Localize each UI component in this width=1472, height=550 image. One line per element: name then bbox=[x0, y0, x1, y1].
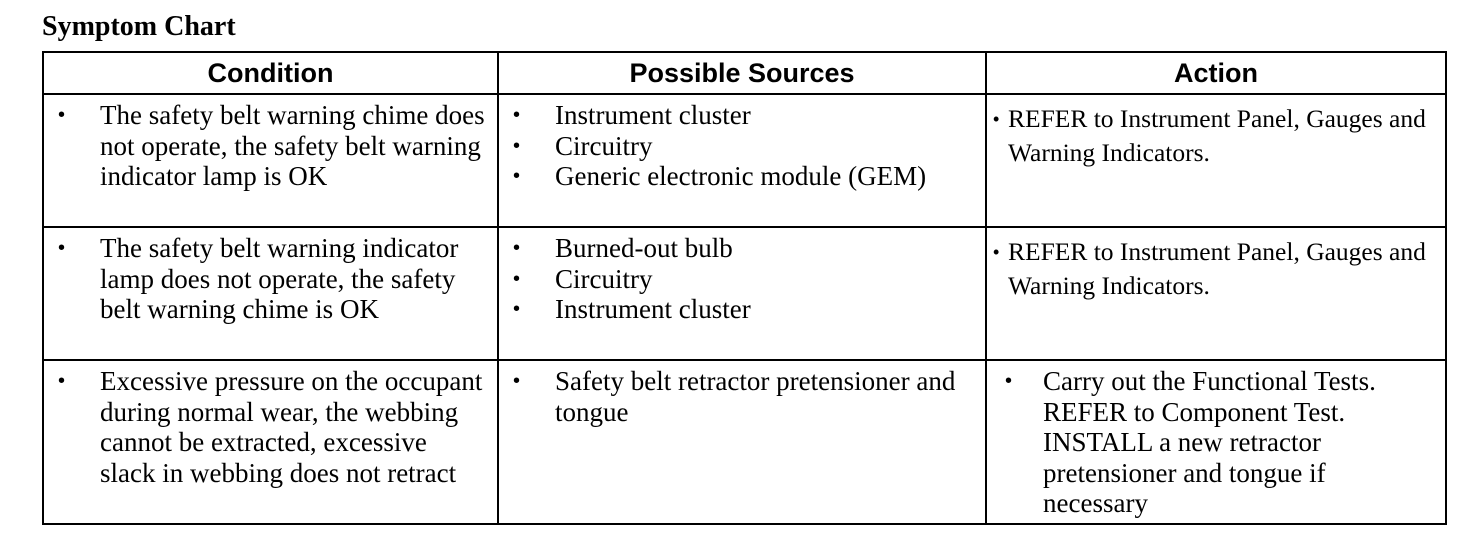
table-header-row bbox=[43, 52, 1446, 94]
source-text: Burned-out bulb bbox=[555, 233, 733, 263]
source-item bbox=[499, 294, 973, 325]
source-text: Instrument cluster bbox=[555, 100, 751, 130]
table-row bbox=[43, 360, 1446, 524]
sources-cell bbox=[498, 227, 986, 360]
action-item bbox=[987, 366, 1433, 519]
action-cell bbox=[986, 94, 1446, 227]
bullet-icon: • bbox=[513, 104, 521, 126]
condition-text: The safety belt warning chime does not operate, the safety belt warning indicator lamp is OK bbox=[100, 100, 485, 191]
bullet-icon: • bbox=[513, 134, 521, 157]
condition-cell bbox=[43, 360, 498, 524]
bullet-icon: • bbox=[993, 109, 1000, 129]
bullet-icon: • bbox=[58, 370, 66, 392]
action-item bbox=[987, 95, 1445, 170]
action-cell bbox=[986, 360, 1446, 524]
action-text: Carry out the Functional Tests. REFER to Component Test. INSTALL a new retractor pretensioner and tongue if necessary bbox=[1043, 366, 1376, 518]
source-item bbox=[499, 264, 973, 295]
condition-cell bbox=[43, 94, 498, 227]
header-possible-sources: Possible Sources bbox=[498, 52, 986, 94]
action-text: REFER to Instrument Panel, Gauges and Warning Indicators. bbox=[1008, 237, 1426, 300]
bullet-icon: • bbox=[513, 165, 521, 187]
page-title: Symptom Chart bbox=[42, 11, 236, 42]
action-item bbox=[987, 228, 1445, 303]
table-row bbox=[43, 94, 1446, 227]
source-item bbox=[499, 161, 973, 192]
header-condition: Condition bbox=[43, 52, 498, 94]
condition-text: Excessive pressure on the occupant during normal wear, the webbing cannot be extracted, excessive slack in webbing does not retract bbox=[100, 366, 483, 488]
condition-item bbox=[44, 366, 485, 488]
table-row bbox=[43, 227, 1446, 360]
source-text: Generic electronic module (GEM) bbox=[555, 161, 927, 191]
bullet-icon: • bbox=[58, 104, 66, 126]
source-item bbox=[499, 366, 973, 427]
action-cell bbox=[986, 227, 1446, 360]
condition-item bbox=[44, 233, 485, 325]
symptom-table bbox=[42, 51, 1447, 525]
source-item bbox=[499, 131, 973, 162]
sources-cell bbox=[498, 94, 986, 227]
source-item bbox=[499, 100, 973, 131]
source-text: Circuitry bbox=[555, 130, 653, 161]
source-text: Circuitry bbox=[555, 263, 653, 294]
bullet-icon: • bbox=[1005, 370, 1013, 392]
sources-cell bbox=[498, 360, 986, 524]
bullet-icon: • bbox=[513, 267, 521, 290]
condition-cell bbox=[43, 227, 498, 360]
condition-item bbox=[44, 100, 485, 192]
bullet-icon: • bbox=[513, 298, 521, 320]
bullet-icon: • bbox=[58, 237, 66, 259]
bullet-icon: • bbox=[513, 237, 521, 259]
action-text: REFER to Instrument Panel, Gauges and Warning Indicators. bbox=[1008, 104, 1426, 167]
source-text: Safety belt retractor pretensioner and tongue bbox=[555, 366, 956, 427]
bullet-icon: • bbox=[993, 242, 1000, 262]
source-text: Instrument cluster bbox=[555, 294, 751, 324]
source-item bbox=[499, 233, 973, 264]
bullet-icon: • bbox=[513, 370, 521, 392]
header-action: Action bbox=[986, 52, 1446, 94]
condition-text: The safety belt warning indicator lamp does not operate, the safety belt warning chime is OK bbox=[100, 233, 459, 324]
